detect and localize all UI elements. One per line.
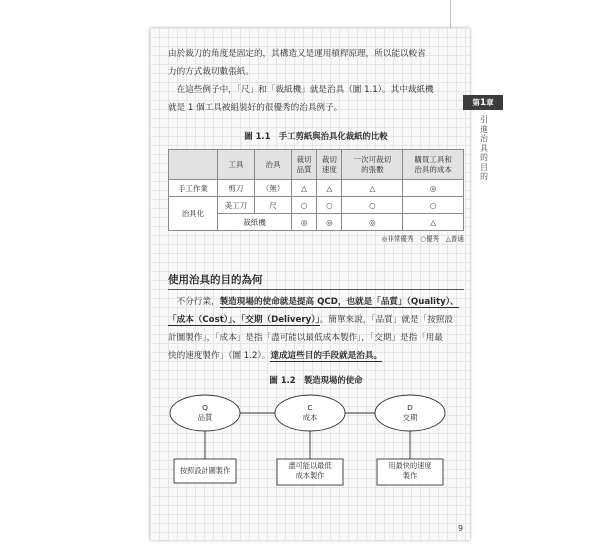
table-header: 購買工具和 治具的成本 — [403, 150, 464, 180]
emphasis-text: 製造現場的使命就是提高 QCD，也就是「品質」（Quality）、 — [219, 297, 459, 307]
quality-node — [175, 403, 235, 423]
table-header: 一次可裁切 的張數 — [342, 150, 403, 180]
node-label: 品質 — [197, 413, 213, 422]
comparison-table — [168, 149, 464, 231]
table-row — [169, 197, 464, 214]
paragraph-line: 計圖製作」，「成本」是指「盡可能以最低成本製作」，「交期」是指「用最 — [168, 333, 443, 343]
cost-node — [280, 403, 340, 423]
table-row-group: 治具化 — [169, 197, 218, 231]
delivery-means: 用最快的速度 製作 — [388, 461, 432, 480]
table-cell: ○ — [317, 197, 342, 214]
chapter-suffix: 章 — [486, 98, 494, 107]
page-edge-rule — [450, 0, 451, 28]
cost-means: 盡可能以最低 成本製作 — [288, 461, 332, 480]
chapter-tab — [463, 95, 503, 110]
table-cell: 剪刀 — [217, 180, 254, 197]
chapter-number: 1 — [479, 98, 487, 108]
paragraph-text: 快的速度製作」（圖 1.2）。 — [168, 351, 271, 361]
section-divider — [168, 289, 464, 290]
paragraph-1 — [168, 45, 464, 81]
paragraph-text: 不分行業， — [176, 297, 220, 307]
paragraph-line — [168, 311, 464, 329]
emphasis-text: 「成本（Cost）」、「交期（Delivery）」 — [168, 315, 320, 325]
table-cell: ◎ — [317, 214, 342, 231]
node-letter: C — [307, 403, 313, 412]
delivery-node — [380, 403, 440, 423]
chapter-prefix: 第 — [472, 98, 480, 107]
paragraph-line — [168, 293, 464, 311]
table-cell: 裁紙機 — [217, 214, 291, 231]
table-cell: 尺 — [254, 197, 291, 214]
table-cell: ◎ — [342, 214, 403, 231]
chapter-side-title: 引進治具的目的 — [480, 115, 488, 181]
table-cell: ○ — [292, 197, 317, 214]
emphasis-text: 達成這些目的手段就是治具。 — [270, 351, 383, 361]
page-number: 9 — [458, 524, 464, 533]
table-cell: ◎ — [403, 180, 464, 197]
node-label: 成本 — [302, 413, 318, 422]
quality-means: 按照設計圖製作 — [179, 466, 231, 475]
table-cell: △ — [317, 180, 342, 197]
table-header: 治具 — [254, 150, 291, 180]
table-legend: ◎非常優秀 ○優秀 △普通 — [381, 235, 464, 243]
table-cell: △ — [342, 180, 403, 197]
figure-caption: 圖 1.2 製造現場的使命 — [269, 375, 363, 385]
node-letter: D — [407, 403, 413, 412]
table-header: 裁切 速度 — [317, 150, 342, 180]
paragraph-line: 在這些例子中，「尺」和「裁紙機」就是治具（圖 1.1）。其中裁紙機 — [176, 85, 434, 95]
table-cell: 美工刀 — [217, 197, 254, 214]
table-header-row — [169, 150, 464, 180]
table-row — [169, 180, 464, 197]
table-cell: △ — [292, 180, 317, 197]
paragraph-line: 力的方式裁切數張紙。 — [168, 67, 254, 77]
node-label: 交期 — [402, 413, 418, 422]
paragraph-line: 由於裁刀的角度是固定的，其構造又是運用槓桿原理，所以能以較省 — [168, 49, 426, 59]
paragraph-text: 。簡單來說，「品質」就是「按照設 — [319, 315, 453, 325]
paragraph-line: 就是 1 個工具被組裝好的很優秀的治具例子。 — [168, 103, 343, 113]
table-cell: △ — [403, 214, 464, 231]
paragraph-2 — [168, 81, 464, 117]
table-header: 工具 — [217, 150, 254, 180]
table-header: 裁切 品質 — [292, 150, 317, 180]
table-row-group: 手工作業 — [169, 180, 218, 197]
table-caption: 圖 1.1 手工剪紙與治具化裁紙的比較 — [244, 131, 388, 141]
table-cell: ◎ — [292, 214, 317, 231]
paragraph-3 — [168, 293, 464, 365]
table-cell: ○ — [342, 197, 403, 214]
table-cell: （無） — [254, 180, 291, 197]
section-title: 使用治具的目的為何 — [168, 274, 263, 286]
table-cell: ○ — [403, 197, 464, 214]
table-corner — [169, 150, 218, 180]
paragraph-line — [168, 347, 464, 365]
node-letter: Q — [202, 403, 208, 412]
